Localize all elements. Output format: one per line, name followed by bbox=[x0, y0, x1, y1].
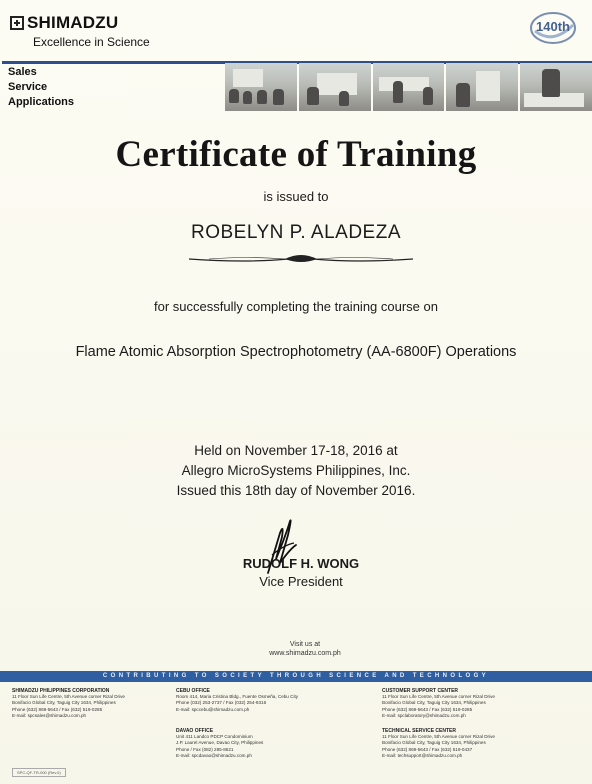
brand-tagline: Excellence in Science bbox=[33, 35, 150, 49]
footer-offices bbox=[12, 688, 587, 778]
flourish-divider-icon bbox=[189, 252, 413, 266]
office-line: Bonifacio Global City, Taguig City 1634, Philippines bbox=[12, 700, 116, 706]
office-line: 11 Floor Sun Life Centre, 5th Avenue corner Rizal Drive bbox=[12, 694, 125, 700]
signatory-name: RUDOLF H. WONG bbox=[242, 556, 360, 571]
training-photo-2 bbox=[299, 63, 371, 111]
office-cebu bbox=[176, 688, 366, 713]
website-link[interactable]: www.shimadzu.com.ph bbox=[269, 650, 341, 657]
side-label-applications: Applications bbox=[8, 96, 75, 108]
side-labels bbox=[8, 65, 74, 110]
side-label-service: Service bbox=[8, 81, 48, 93]
issued-to-text: is issued to bbox=[263, 189, 329, 204]
office-customer-support bbox=[382, 688, 582, 719]
venue-line: Allegro MicroSystems Philippines, Inc. bbox=[181, 463, 411, 478]
office-technical-service bbox=[382, 728, 582, 759]
office-line: Room 414, Maria Cristina Bldg., Fuente Osmeña, Cebu City bbox=[176, 694, 299, 700]
office-line: J.P. Laurel Avenue, Davao City, Philippines bbox=[176, 740, 264, 746]
document-code-stamp: SPC-QF-TR-000 (Rev.0) bbox=[12, 768, 66, 777]
office-line: 11 Floor Sun Life Centre, 5th Avenue corner Rizal Drive bbox=[382, 734, 495, 740]
office-line: Bonifacio Global City, Taguig City 1634, Philippines bbox=[382, 740, 486, 746]
office-line: E-mail: spclaboratory@shimadzu.com.ph bbox=[382, 712, 466, 718]
anniversary-140-badge-icon bbox=[527, 9, 579, 47]
visit-label: Visit us at bbox=[289, 641, 321, 648]
office-name: CEBU OFFICE bbox=[176, 688, 210, 694]
certificate-title: Certificate of Training bbox=[115, 134, 477, 175]
footer-slogan-band: CONTRIBUTING TO SOCIETY THROUGH SCIENCE AND TECHNOLOGY bbox=[0, 671, 592, 682]
shimadzu-mark-icon bbox=[10, 16, 24, 30]
training-photo-4 bbox=[446, 63, 518, 111]
anniversary-label: 140th bbox=[536, 19, 570, 34]
side-label-sales: Sales bbox=[8, 66, 37, 78]
recipient-name: ROBELYN P. ALADEZA bbox=[191, 222, 401, 243]
issued-date-line: Issued this 18th day of November 2016. bbox=[176, 483, 416, 498]
office-line: Phone (632) 869-5643 / Fax (632) 519-0285 bbox=[12, 706, 103, 712]
training-photo-1 bbox=[225, 63, 297, 111]
office-line: Unit 411 Landco PDCP Condominium bbox=[176, 734, 253, 740]
signatory-position: Vice President bbox=[259, 574, 343, 589]
shimadzu-logo bbox=[10, 13, 150, 49]
held-date-line: Held on November 17-18, 2016 at bbox=[194, 443, 398, 458]
brand-name: SHIMADZU bbox=[27, 13, 119, 32]
office-name: DAVAO OFFICE bbox=[176, 728, 214, 734]
course-name: Flame Atomic Absorption Spectrophotometry (AA-6800F) Operations bbox=[75, 344, 517, 360]
office-line: E-mail: spcsales@shimadzu.com.ph bbox=[12, 712, 87, 718]
office-line: Phone / Fax (082) 285-8621 bbox=[176, 746, 234, 752]
training-photo-3 bbox=[373, 63, 445, 111]
office-line: E-mail: spcdavao@shimadzu.com.ph bbox=[176, 752, 252, 758]
office-line: 11 Floor Sun Life Centre, 5th Avenue corner Rizal Drive bbox=[382, 694, 495, 700]
completion-text: for successfully completing the training course on bbox=[154, 299, 438, 314]
office-name: SHIMADZU PHILIPPINES CORPORATION bbox=[12, 688, 110, 694]
office-line: E-mail: spccebu@shimadzu.com.ph bbox=[176, 706, 250, 712]
office-line: E-mail: techsupport@shimadzu.com.ph bbox=[382, 752, 463, 758]
office-line: Phone (032) 253-2737 / Fax (032) 254-9316 bbox=[176, 700, 267, 706]
training-details bbox=[0, 441, 592, 501]
office-name: TECHNICAL SERVICE CENTER bbox=[382, 728, 456, 734]
office-line: Phone (632) 869-5643 / Fax (632) 519-0437 bbox=[382, 746, 473, 752]
office-davao bbox=[176, 728, 366, 759]
office-name: CUSTOMER SUPPORT CENTER bbox=[382, 688, 459, 694]
training-photo-strip bbox=[225, 63, 592, 111]
office-main bbox=[12, 688, 192, 719]
office-line: Phone (632) 869-5643 / Fax (632) 519-0285 bbox=[382, 706, 473, 712]
training-photo-5 bbox=[520, 63, 592, 111]
visit-us bbox=[0, 640, 592, 658]
office-line: Bonifacio Global City, Taguig City 1634, Philippines bbox=[382, 700, 486, 706]
